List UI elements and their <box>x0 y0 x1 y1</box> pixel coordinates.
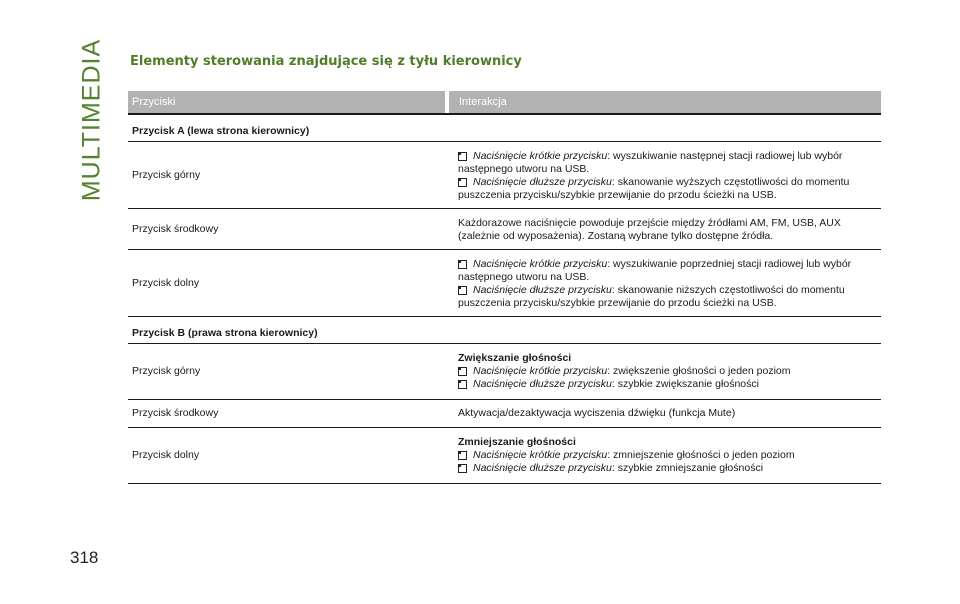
bullet-term: Naciśnięcie krótkie przycisku <box>473 150 608 162</box>
row-interaction <box>458 400 881 427</box>
page-number: 318 <box>70 548 99 567</box>
row-button-name: Przycisk górny <box>132 365 201 377</box>
checkbox-bullet-icon <box>458 380 467 389</box>
section-side-label <box>76 38 108 202</box>
row-interaction <box>458 428 881 483</box>
bullet-continuation: puszczenia przycisku/szybkie przewijanie do przodu ścieżki na USB. <box>458 297 777 309</box>
bullet-continuation: następnego utworu na USB. <box>458 271 590 283</box>
bullet-text: : wyszukiwanie następnej stacji radiowej lub wybór <box>607 150 843 162</box>
bullet-text: : skanowanie niższych częstotliwości do momentu <box>611 284 845 296</box>
header-buttons: Przyciski <box>128 91 449 113</box>
group-row-b: Przycisk B (prawa strona kierownicy) <box>128 317 881 344</box>
bullet-term: Naciśnięcie dłuższe przycisku <box>473 462 612 474</box>
row-interaction <box>458 209 881 249</box>
checkbox-bullet-icon <box>458 464 467 473</box>
checkbox-bullet-icon <box>458 178 467 187</box>
bullet-text: : zmniejszenie głośności o jeden poziom <box>607 449 795 461</box>
row-button-name: Przycisk dolny <box>132 276 200 289</box>
table-row <box>128 428 881 484</box>
row-line: Aktywacja/dezaktywacja wyciszenia dźwięku (funkcja Mute) <box>458 407 736 419</box>
checkbox-bullet-icon <box>458 451 467 460</box>
row-line: Każdorazowe naciśnięcie powoduje przejście między źródłami AM, FM, USB, AUX <box>458 217 841 229</box>
row-button-name: Przycisk górny <box>132 168 201 181</box>
table-row <box>128 142 881 209</box>
side-label-text: MULTIMEDIA <box>77 38 106 202</box>
row-interaction <box>458 142 881 208</box>
row-heading: Zwiększanie głośności <box>458 352 572 364</box>
checkbox-bullet-icon <box>458 286 467 295</box>
checkbox-bullet-icon <box>458 367 467 376</box>
checkbox-bullet-icon <box>458 152 467 161</box>
row-button-name: Przycisk dolny <box>132 449 200 461</box>
row-line: (zależnie od wyposażenia). Zostaną wybrane tylko dostępne źródła. <box>458 230 774 242</box>
bullet-text: : szybkie zwiększanie głośności <box>611 378 759 390</box>
bullet-continuation: puszczenia przycisku/szybkie przewijanie do przodu ścieżki na USB. <box>458 189 777 201</box>
group-row-a: Przycisk A (lewa strona kierownicy) <box>128 115 881 142</box>
table-header <box>128 91 881 115</box>
bullet-text: : skanowanie wyższych częstotliwości do momentu <box>611 176 850 188</box>
table-row <box>128 209 881 250</box>
bullet-term: Naciśnięcie dłuższe przycisku <box>473 378 612 390</box>
bullet-text: : wyszukiwanie poprzedniej stacji radiowej lub wybór <box>607 258 852 270</box>
bullet-term: Naciśnięcie dłuższe przycisku <box>473 176 612 188</box>
controls-table <box>128 91 881 484</box>
bullet-text: : zwiększenie głośności o jeden poziom <box>607 365 791 377</box>
bullet-continuation: następnego utworu na USB. <box>458 163 590 175</box>
checkbox-bullet-icon <box>458 260 467 269</box>
table-row <box>128 344 881 400</box>
row-button-name: Przycisk środkowy <box>132 407 219 419</box>
bullet-term: Naciśnięcie krótkie przycisku <box>473 258 608 270</box>
table-row <box>128 250 881 317</box>
bullet-text: : szybkie zmniejszanie głośności <box>611 462 764 474</box>
bullet-term: Naciśnięcie krótkie przycisku <box>473 449 608 461</box>
header-interaction: Interakcja <box>459 96 507 108</box>
bullet-term: Naciśnięcie krótkie przycisku <box>473 365 608 377</box>
table-row <box>128 400 881 428</box>
bullet-term: Naciśnięcie dłuższe przycisku <box>473 284 612 296</box>
row-interaction <box>458 250 881 316</box>
page-title: Elementy sterowania znajdujące się z tyłu kierownicy <box>130 54 522 69</box>
row-button-name: Przycisk środkowy <box>132 222 219 235</box>
row-heading: Zmniejszanie głośności <box>458 436 576 448</box>
row-interaction <box>458 344 881 399</box>
